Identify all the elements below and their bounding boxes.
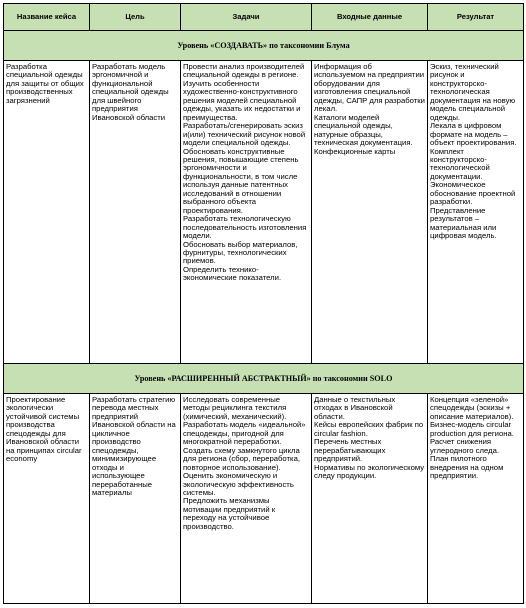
list-paragraph: Исследовать современные методы рециклинга текстиля (химический, механический).	[183, 395, 287, 421]
result-cell	[428, 61, 524, 364]
table-row	[4, 61, 524, 364]
list-paragraph: Разработать технологическую последовательность изготовления модели.	[183, 214, 307, 241]
list-paragraph: Обосновать конструктивные решения, повышающие степень эргономичности и функциональности, в том числе используя данные патентных исследований в отношении выбранного объекта проектирования.	[183, 146, 299, 215]
goal-text: Разработать модель эргономичной и функциональной специальной одежды для швейного предприятия Ивановской области	[92, 62, 169, 122]
list-paragraph: Бизнес-модель circular production для региона.	[430, 420, 514, 438]
result-list	[428, 61, 523, 243]
list-paragraph: Кейсы европейских фабрик по circular fashion.	[314, 420, 424, 438]
list-paragraph: Данные о текстильных отходах в Ивановской области.	[314, 395, 396, 421]
level-title-bloom: Уровень «СОЗДАВАТЬ» по таксономии Блума	[4, 31, 524, 61]
list-paragraph: Разработать модель «идеальной» спецодежды, пригодной для многократной переработки.	[183, 420, 306, 447]
list-paragraph: Изучить особенности художественно-конструктивного решения моделей специальной одежды, указать их недостатки и преимущества.	[183, 78, 301, 122]
tasks-cell	[181, 61, 312, 364]
list-paragraph: Определить технико-экономические показатели.	[183, 264, 282, 283]
goal-cell	[90, 61, 181, 364]
header-row	[4, 4, 524, 31]
case-name-cell	[4, 61, 90, 364]
list-paragraph: Оценить экономическую и экологическую эффективность системы.	[183, 471, 294, 497]
input-cell	[312, 61, 428, 364]
case-name-text: Проектирование экологически устойчивой системы производства спецодежды для Ивановской области на принципах circular economy	[6, 395, 82, 464]
case-name-cell	[4, 394, 90, 604]
goal-text: Разработать стратегию перевода местных предприятий Ивановской области на цикличное производство спецодежды, минимизирующее отходы и использующее переработанные материалы	[92, 395, 176, 497]
table-row	[4, 394, 524, 604]
list-paragraph: Провести анализ производителей специальной одежды в регионе.	[183, 62, 305, 80]
list-paragraph: Информация об используемом на предприятии оборудовании для изготовления специальной одежды, САПР для разработки лекал.	[314, 62, 425, 114]
input-cell	[312, 394, 428, 604]
header-input-data: Входные данные	[312, 4, 428, 31]
list-paragraph: Концепция «зеленой» спецодежды (эскизы + описание материалов).	[430, 395, 514, 421]
cases-table-wrapper	[3, 3, 523, 606]
result-list	[428, 394, 523, 483]
list-paragraph: Перечень местных перерабатывающих предприятий.	[314, 437, 386, 464]
input-list	[312, 394, 427, 483]
header-tasks: Задачи	[181, 4, 312, 31]
goal-cell	[90, 394, 181, 604]
header-goal: Цель	[90, 4, 181, 31]
list-paragraph: Эскиз, технический рисунок и конструкторско-технологическая документация на новую модель специальной одежды.	[430, 62, 516, 122]
list-paragraph: Обосновать выбор материалов, фурнитуры, технологических приемов.	[183, 239, 298, 266]
header-result: Результат	[428, 4, 524, 31]
list-paragraph: Каталоги моделей специальной одежды, натурные образцы, техническая документация.	[314, 112, 413, 148]
case-name-text: Разработка специальной одежды для защиты от общих производственных загрязнений	[6, 62, 84, 105]
list-paragraph: Представление результатов – материальная или цифровая модель.	[430, 205, 497, 241]
tasks-list	[181, 394, 311, 533]
list-paragraph: План пилотного внедрения на одном предприятии.	[430, 454, 504, 481]
list-paragraph: Конфекционные карты	[314, 146, 396, 156]
tasks-list	[181, 61, 311, 285]
list-paragraph: Расчет снижения углеродного следа.	[430, 437, 500, 455]
list-paragraph: Разработать/сгенерировать эскиз и(или) технический рисунок новой модели специальной одежды.	[183, 121, 306, 148]
list-paragraph: Предложить механизмы мотивации предприятий к переходу на устойчивое производство.	[183, 496, 276, 531]
cases-table	[3, 3, 524, 604]
list-paragraph: Экономическое обоснование проектной разработки.	[430, 180, 516, 207]
list-paragraph: Нормативы по экологическому следу продукции.	[314, 462, 425, 481]
level-title-solo: Уровень «РАСШИРЕННЫЙ АБСТРАКТНЫЙ» по таксономии SOLO	[4, 364, 524, 394]
list-paragraph: Лекала в цифровом формате на модель – объект проектирования.	[430, 121, 517, 148]
level-row-bloom	[4, 31, 524, 61]
level-row-solo	[4, 364, 524, 394]
list-paragraph: Комплект конструкторско-технологической документации.	[430, 146, 490, 181]
result-cell	[428, 394, 524, 604]
tasks-cell	[181, 394, 312, 604]
input-list	[312, 61, 427, 158]
header-case-name: Название кейса	[4, 4, 90, 31]
list-paragraph: Создать схему замкнутого цикла для региона (сбор, переработка, повторное использование).	[183, 445, 300, 472]
